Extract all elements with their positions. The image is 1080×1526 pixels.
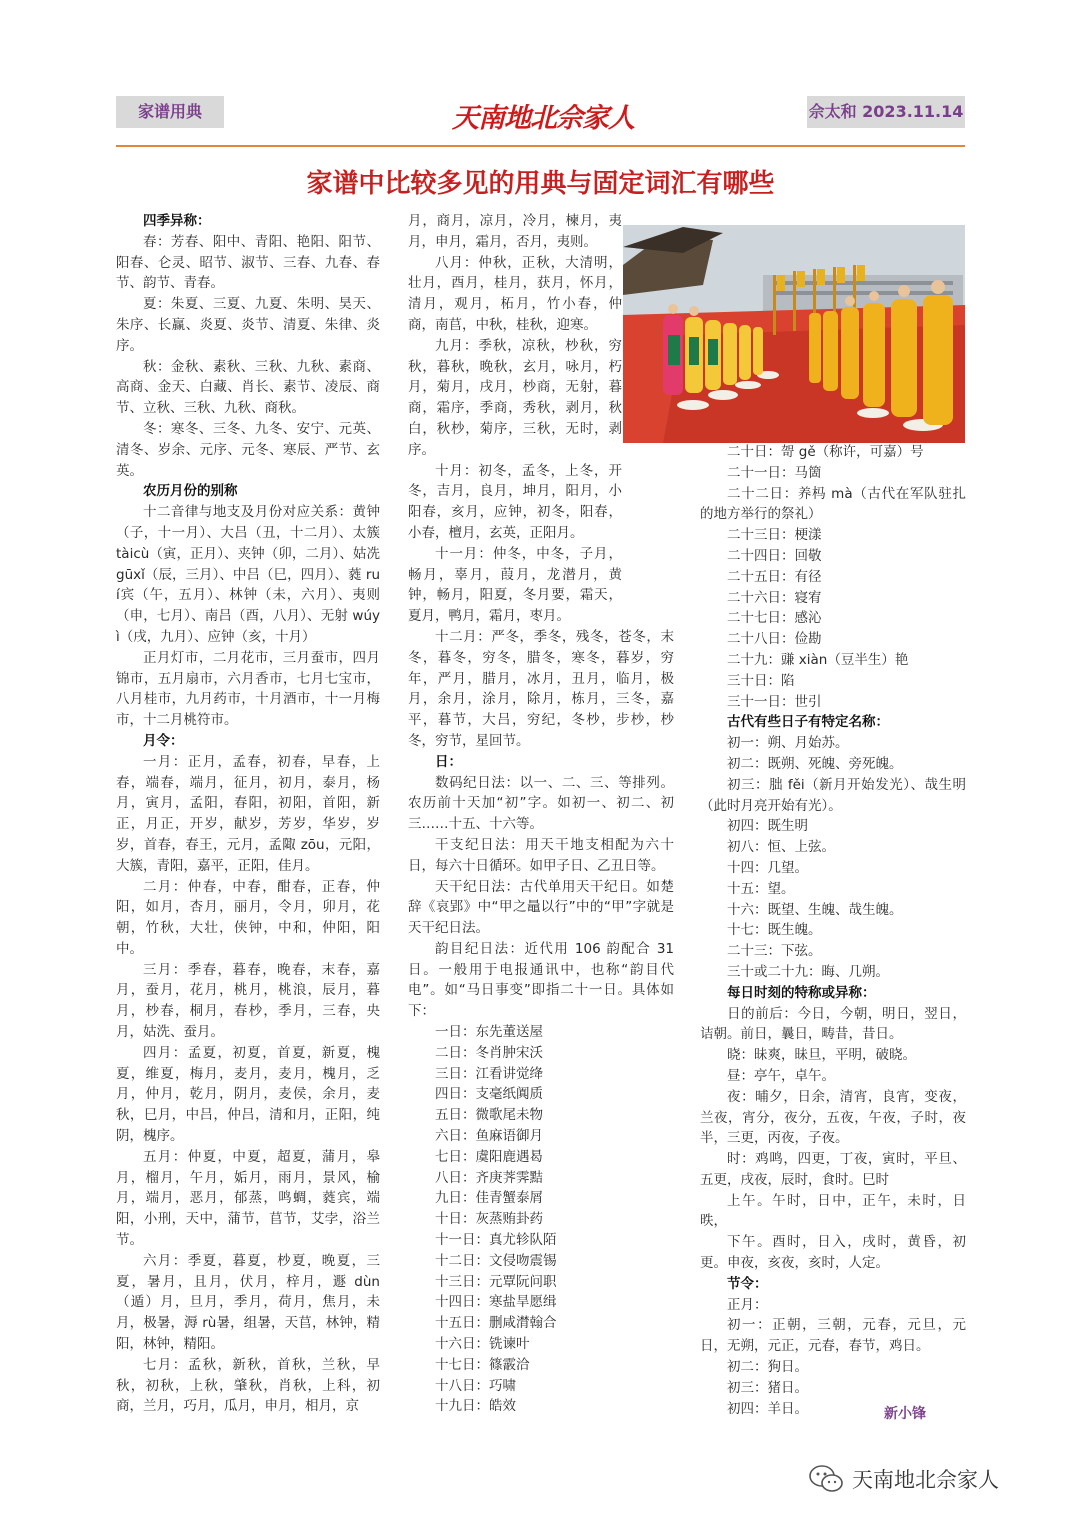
text-paragraph: 干支纪日法：用天干地支相配为六十日，每六十日循环。如甲子日、乙丑日等。 xyxy=(408,836,674,874)
text-paragraph: 二十二日：养杩 mà（古代在军队驻扎的地方举行的祭礼） xyxy=(700,485,966,523)
footer-watermark xyxy=(808,1462,999,1496)
text-paragraph: 二十一日：马箇 xyxy=(727,464,822,481)
text-paragraph: 九日：佳青蟹泰屑 xyxy=(435,1190,543,1207)
text-paragraph: 月，商月，凉月，冷月，楝月，夷月，申月，霜月，否月，夷则。 xyxy=(408,213,622,250)
text-paragraph: 三日：江看讲觉绛 xyxy=(435,1065,543,1082)
text-paragraph: 十月：初冬，孟冬，上冬，开冬，吉月，良月，坤月，阳月，小阳春，亥月，应钟，初冬，阳春，小春，檀月，玄英，正阳月。 xyxy=(408,462,622,541)
text-paragraph: 二十九：豏 xiàn（豆半生）艳 xyxy=(727,651,909,668)
text-paragraph: 月令： xyxy=(143,732,184,749)
text-paragraph: 十二日：文侵吻震锡 xyxy=(435,1252,557,1269)
text-paragraph: 二十八日：俭勘 xyxy=(727,631,822,648)
text-paragraph: 二十日：哿 gě（称许，可嘉）号 xyxy=(727,444,924,460)
text-paragraph: 每日时刻的特称或异称： xyxy=(727,984,876,1001)
text-paragraph: 天干纪日法：古代单用天干纪日。如楚辞《哀郢》中“甲之鼂以行”中的“甲”字就是天干纪日法。 xyxy=(408,878,674,937)
section-tag: 家谱用典 xyxy=(116,96,224,128)
text-paragraph: 古代有些日子有特定名称： xyxy=(727,714,889,731)
text-paragraph: 十二月：严冬，季冬，残冬，苍冬，末冬，暮冬，穷冬，腊冬，寒冬，暮岁，穷年，严月，腊月，冰月，丑月，临月，极月，余月，涂月，除月，栋月，三冬，嘉平，暮节，大吕，穷纪，冬杪，步杪，杪冬，穷节，星回节。 xyxy=(408,628,674,749)
text-paragraph: 十一月：仲冬，中冬，子月，畅月，辜月，葭月，龙潜月，黄钟，畅月，阳夏，冬月要，霜天，夏月，鸭月，霜月，枣月。 xyxy=(408,545,622,625)
text-paragraph: 十八日：巧啸 xyxy=(435,1377,516,1394)
text-paragraph: 十九日：皓效 xyxy=(435,1398,516,1415)
text-paragraph: 冬：寒冬、三冬、九冬、安宁、元英、清冬、岁余、元序、元冬、寒辰、严节、玄英。 xyxy=(116,420,380,479)
text-paragraph: 夜：晡夕，日余，清宵，良宵，变夜，兰夜，宵分，夜分，五夜，午夜，子时，夜半，三更，丙夜，子夜。 xyxy=(700,1088,966,1147)
text-column-1 xyxy=(116,211,380,1417)
text-paragraph: 五日：微歌尾未物 xyxy=(435,1107,543,1124)
text-paragraph: 初二：狗日。 xyxy=(727,1359,808,1376)
text-paragraph: 十四：几望。 xyxy=(727,859,808,876)
text-paragraph: 二月：仲春，中春，酣春，正春，仲阳，如月，杏月，丽月，令月，卯月，花朝，竹秋，大壮，侠钟，中和，仲阳，阳中。 xyxy=(116,878,380,957)
text-paragraph: 韵目纪日法：近代用 106 韵配合 31 日。一般用于电报通讯中，也称“韵目代电”。如“马日事变”即指二十一日。具体如下： xyxy=(408,940,674,1020)
text-paragraph: 二日：冬肖肿宋沃 xyxy=(435,1044,543,1061)
text-paragraph: 二十六日：寝宥 xyxy=(727,589,822,606)
text-paragraph: 十四日：寒盐旱愿缉 xyxy=(435,1294,557,1311)
text-paragraph: 上午。午时，日中，正午，未时，日昳， xyxy=(700,1192,966,1230)
text-paragraph: 初三：朏 fěi（新月开始发光）、哉生明（此时月亮开始有光）。 xyxy=(700,776,966,814)
text-paragraph: 初四：羊日。 xyxy=(727,1400,808,1417)
text-paragraph: 七日：虞阳鹿遇曷 xyxy=(435,1148,543,1165)
text-paragraph: 初二：既朔、死魄、旁死魄。 xyxy=(727,755,903,772)
text-paragraph: 四季异称： xyxy=(143,213,211,229)
text-paragraph: 三月：季春，暮春，晚春，末春，嘉月，蚕月，花月，桃月，桃浪，辰月，暮月，杪春，桐月，春杪，季月，三春，央月，姑洗、蚕月。 xyxy=(116,961,380,1041)
text-paragraph: 十七日：篠霰洽 xyxy=(435,1356,530,1373)
text-paragraph: 二十三日：梗漾 xyxy=(727,527,822,544)
text-paragraph: 九月：季秋，凉秋，杪秋，穷秋，暮秋，晚秋，玄月，咏月，朽月，菊月，戌月，杪商，无射，暮商，霜序，季商，秀秋，剥月，秋白，秋杪，菊序，三秋，无时，剥序。 xyxy=(408,337,622,458)
text-paragraph: 十五：望。 xyxy=(727,880,795,897)
text-paragraph: 十七：既生魄。 xyxy=(727,922,822,939)
text-paragraph: 初三：猪日。 xyxy=(727,1379,808,1396)
text-paragraph: 农历月份的别称 xyxy=(143,483,238,500)
ceremony-photo xyxy=(623,225,965,443)
text-paragraph: 十日：灰蒸贿卦药 xyxy=(435,1211,543,1228)
text-paragraph: 日： xyxy=(435,753,462,770)
text-paragraph: 春：芳春、阳中、青阳、艳阳、阳节、阳春、仑灵、昭节、淑节、三春、九春、春节、韵节、青春。 xyxy=(116,233,380,292)
text-paragraph: 十二音律与地支及月份对应关系：黄钟（子，十一月）、大吕（丑，十二月）、太簇 tàicù（寅，正月）、夹钟（卯，二月）、姑冼 gūxǐ（辰，三月）、中吕（巳，四月）、蕤 ruí宾（午，五月）、林钟（未，六月）、夷则（申，七月）、南吕（酉，八月）、无射 wúyì（戌，九月）、应钟（亥，十月） xyxy=(116,504,380,645)
text-paragraph: 正月灯市，二月花市，三月蚕市，四月锦市，五月扇市，六月香市，七月七宝市，八月桂市，九月药市，十月酒市，十一月梅市，十二月桃符市。 xyxy=(116,649,380,729)
text-paragraph: 十六：既望、生魄、哉生魄。 xyxy=(727,901,903,918)
text-paragraph: 四月：孟夏，初夏，首夏，新夏，槐夏，维夏，梅月，麦月，麦月，槐月，乏月，仲月，乾月，阴月，麦侯，余月，麦秋，巳月，中吕，仲吕，清和月，正阳，纯阴，槐序。 xyxy=(116,1044,380,1145)
text-paragraph: 六日：鱼麻语御月 xyxy=(435,1128,543,1145)
text-paragraph: 一日：东先董送屋 xyxy=(435,1024,543,1041)
text-paragraph: 夏：朱夏、三夏、九夏、朱明、昊天、朱序、长赢、炎夏、炎节、清夏、朱律、炎序。 xyxy=(116,296,380,354)
text-paragraph: 七月：孟秋，新秋，首秋，兰秋，早秋，初秋，上秋，肇秋，肖秋，上科，初商，兰月，巧月，瓜月，申月，相月，京 xyxy=(116,1356,380,1415)
ceremony-photo-illustration xyxy=(623,225,965,443)
text-paragraph: 初四：既生明 xyxy=(727,818,808,835)
text-paragraph: 昼：亭午，卓午。 xyxy=(727,1067,835,1084)
text-paragraph: 二十四日：回敬 xyxy=(727,547,822,564)
masthead-logo: 天南地北佘家人 xyxy=(452,103,634,134)
text-paragraph: 十一日：真尤轸队陌 xyxy=(435,1232,557,1249)
text-paragraph: 二十五日：有径 xyxy=(727,568,822,585)
text-paragraph: 十三日：元覃阮问职 xyxy=(435,1273,557,1290)
article-title: 家谱中比较多见的用典与固定词汇有哪些 xyxy=(306,169,775,199)
text-paragraph: 秋：金秋、素秋、三秋、九秋、素商、高商、金天、白藏、肖长、素节、凌辰、商节、立秋、三秋、九秋、商秋。 xyxy=(116,358,380,417)
text-paragraph: 初一：正朝，三朝，元春，元旦，元日，无朔，元正，元春，春节，鸡日。 xyxy=(700,1317,966,1355)
text-paragraph: 正月： xyxy=(727,1296,768,1313)
text-paragraph: 八日：齐庚荠霁黠 xyxy=(435,1169,543,1186)
text-paragraph: 一月：正月，孟春，初春，早春，上春，端春，端月，征月，初月，泰月，杨月，寅月，孟阳，春阳，初阳，首阳，新正，月正，开岁，献岁，芳岁，华岁，岁岁，首春，春王，元月，孟陬 zōu，元阳，大簇，青阳，嘉平，正阳，佳月。 xyxy=(116,753,380,874)
article-author: 新小锋 xyxy=(884,1406,926,1422)
text-paragraph: 四日：支毫纸阗质 xyxy=(435,1086,543,1103)
wrapped-text-block xyxy=(408,211,622,627)
text-paragraph: 晓：昧爽，昧旦，平明，破晓。 xyxy=(727,1047,916,1064)
text-paragraph: 初八：恒、上弦。 xyxy=(727,839,835,856)
text-paragraph: 三十日：陷 xyxy=(727,672,795,689)
header-divider xyxy=(116,145,965,147)
text-paragraph: 六月：季夏，暮夏，杪夏，晚夏，三夏，暑月，且月，伏月，梓月，遯 dùn（遁）月，旦月，季月，荷月，焦月，未月，极暑，溽 rù暑，组暑，天苢，林钟，精阳，林钟，精阳。 xyxy=(116,1252,380,1353)
text-paragraph: 二十三：下弦。 xyxy=(727,943,822,960)
text-paragraph: 时：鸡鸣，四更，丁夜，寅时，平旦、五更，戌夜，辰时，食时。巳时 xyxy=(700,1151,966,1188)
text-paragraph: 初一：朔、月始苏。 xyxy=(727,735,849,752)
text-paragraph: 二十七日：感沁 xyxy=(727,610,822,627)
text-paragraph: 下午。酉时，日入，戌时，黄昏，初更。申夜，亥夜，亥时，人定。 xyxy=(700,1234,966,1272)
wechat-icon xyxy=(808,1464,844,1494)
text-paragraph: 十五日：删咸潸翰合 xyxy=(435,1315,557,1332)
author-date-tag: 佘太和 2023.11.14 xyxy=(807,96,965,128)
text-paragraph: 日的前后：今日，今朝，明日，翌日，诘朝。前日，曩日，畴昔，昔日。 xyxy=(700,1005,966,1043)
text-paragraph: 数码纪日法：以一、二、三、等排列。农历前十天加“初”字。如初一、初二、初三……十五、十六等。 xyxy=(408,774,674,833)
text-column-3 xyxy=(700,442,966,1419)
footer-account-name: 天南地北佘家人 xyxy=(852,1468,999,1492)
text-paragraph: 八月：仲秋，正秋，大清明，壮月，酉月，桂月，获月，怀月，清月，观月，柘月，竹小春，仲商，南苢，中秋，桂秋，迎寒。 xyxy=(408,254,622,333)
text-paragraph: 三十一日：世引 xyxy=(727,693,822,710)
text-paragraph: 节令： xyxy=(727,1275,768,1292)
text-paragraph: 十六日：铣谏叶 xyxy=(435,1336,530,1353)
text-paragraph: 五月：仲夏，中夏，超夏，蒲月，皋月，榴月，午月，姤月，雨月，景风，榆月，端月，恶月，郁蒸，鸣蜩，蕤宾，端阳，小刑，天中，蒲节，苢节，艾孛，浴兰节。 xyxy=(116,1148,380,1249)
text-paragraph: 三十或二十九：晦、几朔。 xyxy=(727,963,889,980)
